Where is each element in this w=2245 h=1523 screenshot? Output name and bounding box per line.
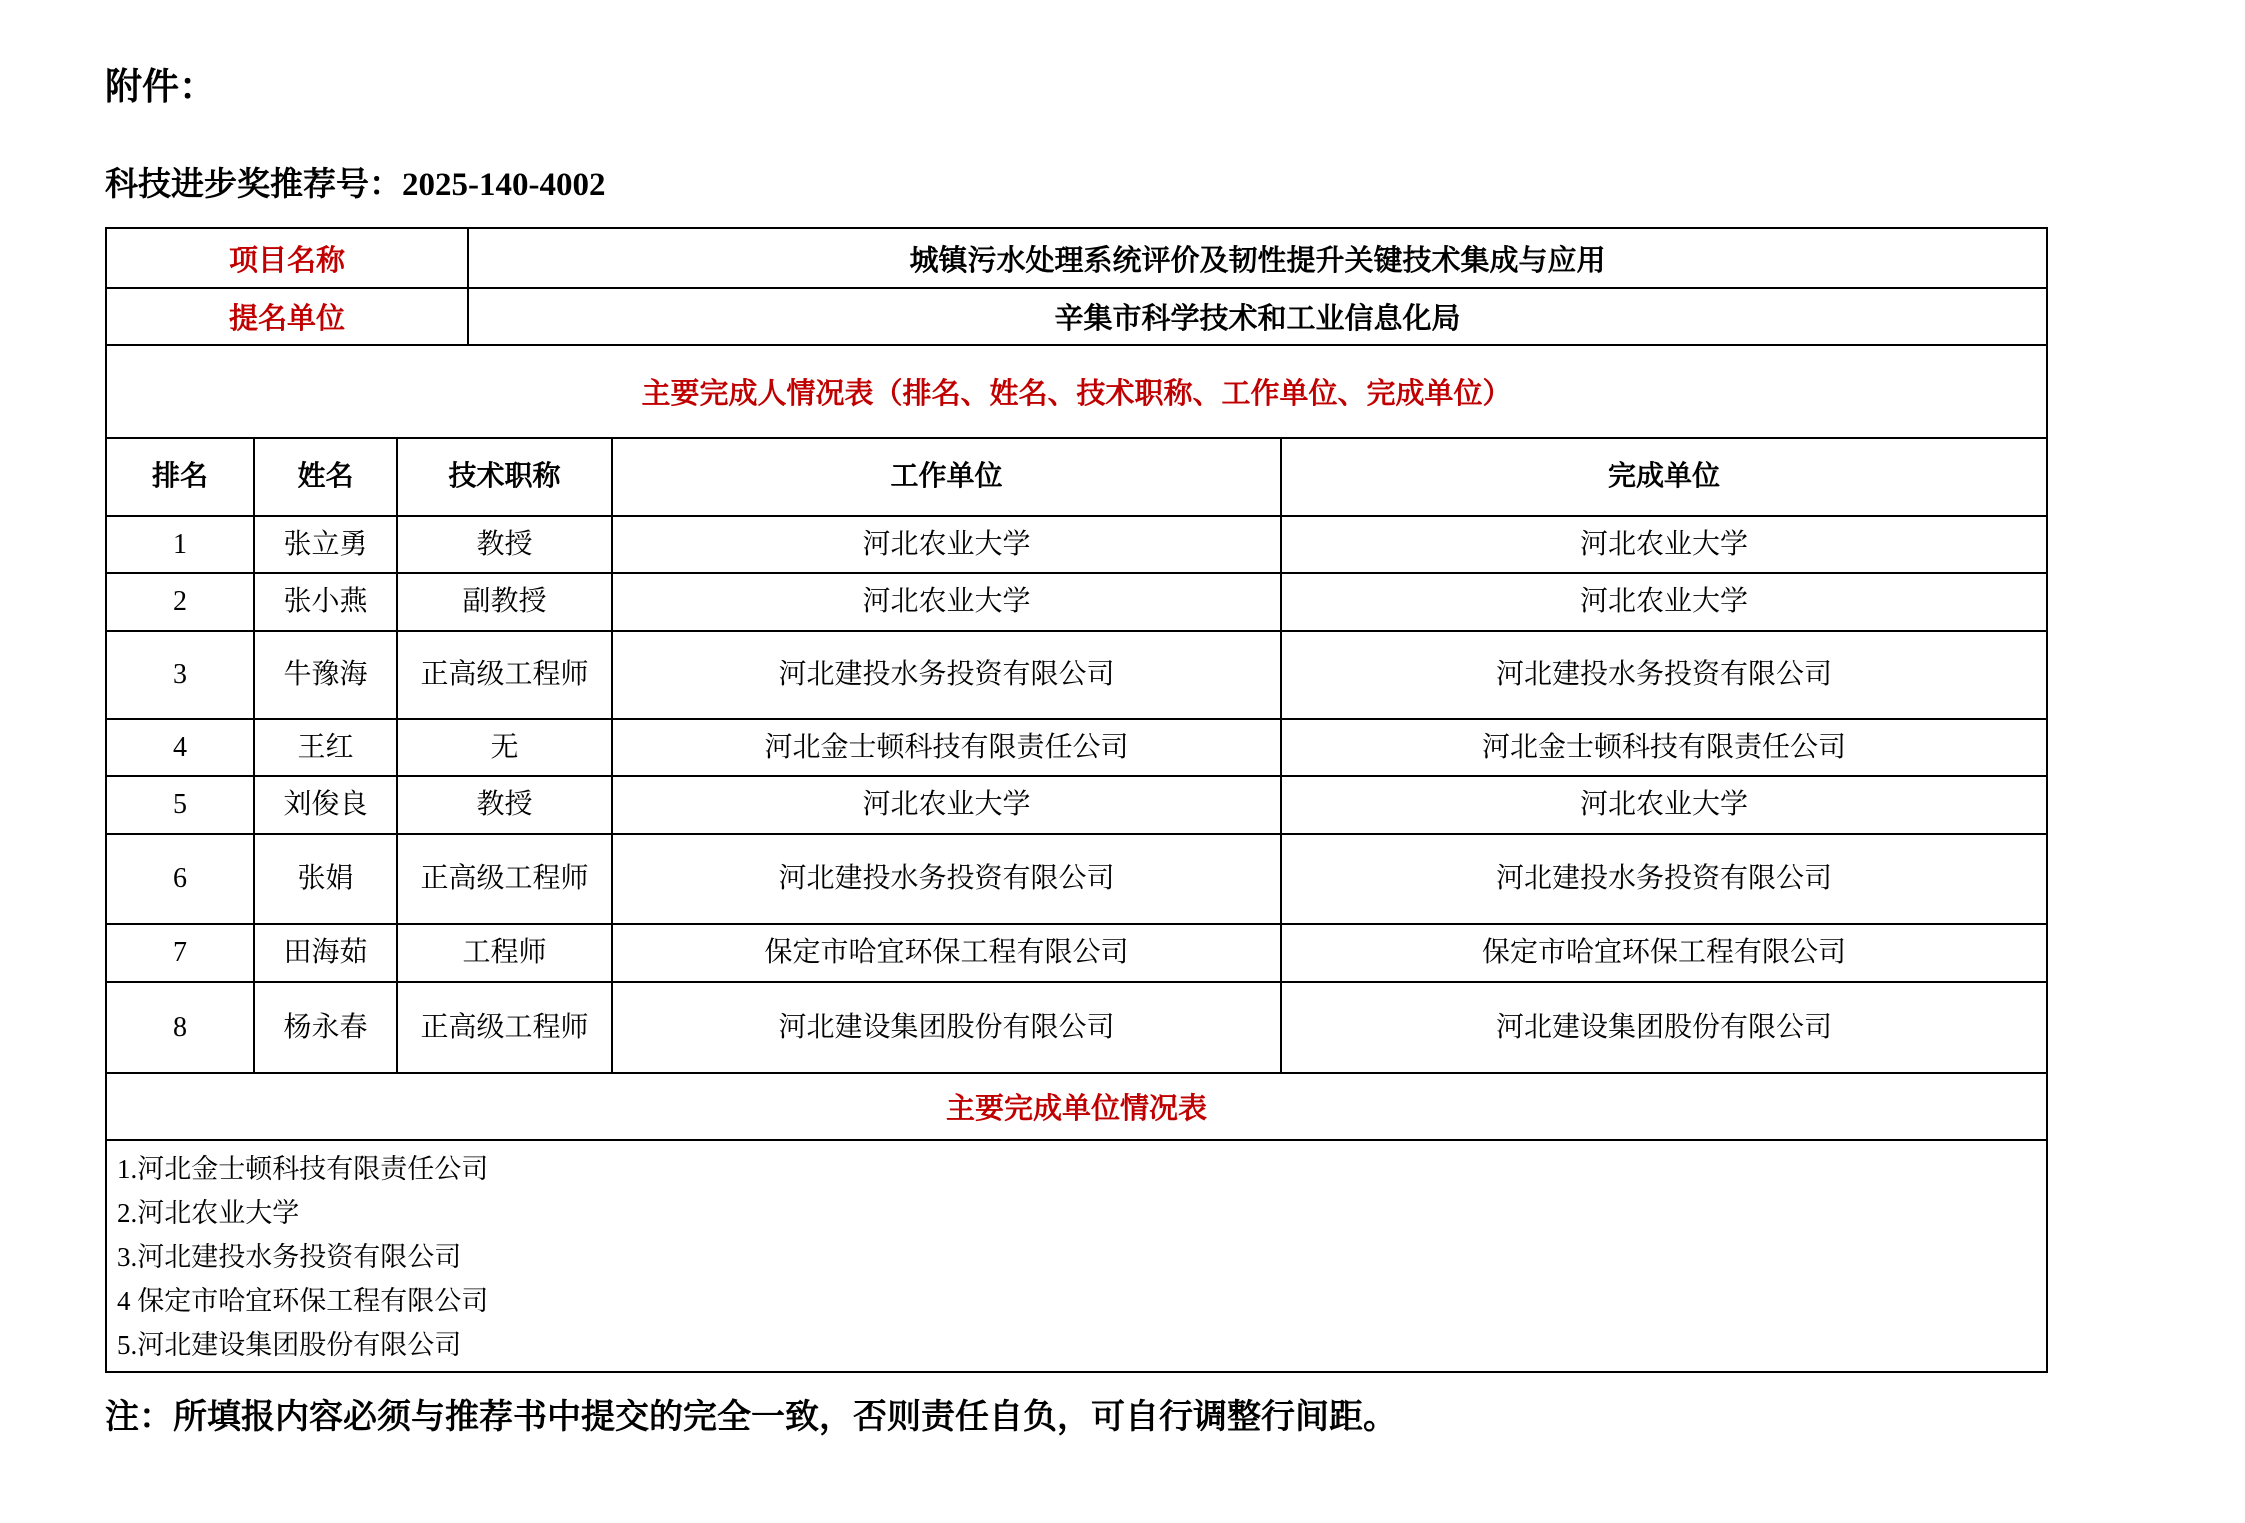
rank-cell: 4 xyxy=(107,719,254,776)
bottom-note: 注：所填报内容必须与推荐书中提交的完全一致，否则责任自负，可自行调整行间距。 xyxy=(105,1399,1397,1436)
work-unit-cell: 河北建设集团股份有限公司 xyxy=(612,982,1281,1072)
tech-title-cell: 工程师 xyxy=(397,924,612,982)
table-row xyxy=(107,631,2046,719)
completion-unit-cell: 河北建投水务投资有限公司 xyxy=(1281,834,2046,924)
work-unit-cell: 河北农业大学 xyxy=(612,573,1281,631)
header-completion-unit: 完成单位 xyxy=(1281,439,2046,516)
unit-list-item: 4 保定市哈宜环保工程有限公司 xyxy=(117,1286,489,1316)
completion-unit-cell: 保定市哈宜环保工程有限公司 xyxy=(1281,924,2046,982)
name-cell: 张娟 xyxy=(254,834,397,924)
completers-header-row xyxy=(107,439,2046,516)
table-row xyxy=(107,924,2046,982)
completion-unit-cell: 河北农业大学 xyxy=(1281,776,2046,834)
unit-list-item: 2.河北农业大学 xyxy=(117,1198,300,1228)
project-name-row xyxy=(107,229,2046,289)
attachment-label: 附件： xyxy=(105,66,216,107)
name-cell: 牛豫海 xyxy=(254,631,397,719)
recommendation-label: 科技进步奖推荐号： xyxy=(105,167,402,203)
table-row xyxy=(107,776,2046,834)
unit-list-item: 1.河北金士顿科技有限责任公司 xyxy=(117,1154,489,1184)
tech-title-cell: 无 xyxy=(397,719,612,776)
table-row xyxy=(107,516,2046,573)
units-table-title: 主要完成单位情况表 xyxy=(107,1074,2046,1141)
table-row xyxy=(107,719,2046,776)
completers-table xyxy=(107,439,2046,1074)
header-work-unit: 工作单位 xyxy=(612,439,1281,516)
tech-title-cell: 教授 xyxy=(397,776,612,834)
work-unit-cell: 河北农业大学 xyxy=(612,516,1281,573)
name-cell: 杨永春 xyxy=(254,982,397,1072)
rank-cell: 1 xyxy=(107,516,254,573)
tech-title-cell: 正高级工程师 xyxy=(397,982,612,1072)
completion-unit-cell: 河北建投水务投资有限公司 xyxy=(1281,631,2046,719)
name-cell: 张小燕 xyxy=(254,573,397,631)
unit-list-item: 5.河北建设集团股份有限公司 xyxy=(117,1330,462,1360)
document-page xyxy=(105,0,2048,1438)
completers-table-title: 主要完成人情况表（排名、姓名、技术职称、工作单位、完成单位） xyxy=(107,346,2046,439)
table-row xyxy=(107,573,2046,631)
recommendation-number: 2025-140-4002 xyxy=(402,167,606,203)
table-row xyxy=(107,834,2046,924)
project-name-value: 城镇污水处理系统评价及韧性提升关键技术集成与应用 xyxy=(909,244,1606,277)
tech-title-cell: 副教授 xyxy=(397,573,612,631)
nominating-unit-label: 提名单位 xyxy=(107,289,469,344)
name-cell: 刘俊良 xyxy=(254,776,397,834)
recommendation-line xyxy=(105,158,2048,205)
project-name-label: 项目名称 xyxy=(107,229,469,287)
work-unit-cell: 河北农业大学 xyxy=(612,776,1281,834)
name-cell: 王红 xyxy=(254,719,397,776)
header-name: 姓名 xyxy=(254,439,397,516)
name-cell: 张立勇 xyxy=(254,516,397,573)
completion-unit-cell: 河北农业大学 xyxy=(1281,516,2046,573)
header-tech-title: 技术职称 xyxy=(397,439,612,516)
completion-unit-cell: 河北农业大学 xyxy=(1281,573,2046,631)
work-unit-cell: 河北建投水务投资有限公司 xyxy=(612,834,1281,924)
rank-cell: 2 xyxy=(107,573,254,631)
tech-title-cell: 教授 xyxy=(397,516,612,573)
rank-cell: 6 xyxy=(107,834,254,924)
tech-title-cell: 正高级工程师 xyxy=(397,631,612,719)
rank-cell: 3 xyxy=(107,631,254,719)
work-unit-cell: 河北建投水务投资有限公司 xyxy=(612,631,1281,719)
rank-cell: 8 xyxy=(107,982,254,1072)
rank-cell: 7 xyxy=(107,924,254,982)
tech-title-cell: 正高级工程师 xyxy=(397,834,612,924)
unit-list-item: 3.河北建投水务投资有限公司 xyxy=(117,1242,462,1272)
completion-unit-cell: 河北金士顿科技有限责任公司 xyxy=(1281,719,2046,776)
nominating-unit-value: 辛集市科学技术和工业信息化局 xyxy=(1054,303,1461,335)
nominating-unit-row xyxy=(107,289,2046,346)
work-unit-cell: 河北金士顿科技有限责任公司 xyxy=(612,719,1281,776)
award-form-table xyxy=(105,227,2048,1373)
name-cell: 田海茹 xyxy=(254,924,397,982)
header-rank: 排名 xyxy=(107,439,254,516)
completion-unit-cell: 河北建设集团股份有限公司 xyxy=(1281,982,2046,1072)
unit-list xyxy=(107,1141,2046,1371)
work-unit-cell: 保定市哈宜环保工程有限公司 xyxy=(612,924,1281,982)
rank-cell: 5 xyxy=(107,776,254,834)
table-row xyxy=(107,982,2046,1072)
